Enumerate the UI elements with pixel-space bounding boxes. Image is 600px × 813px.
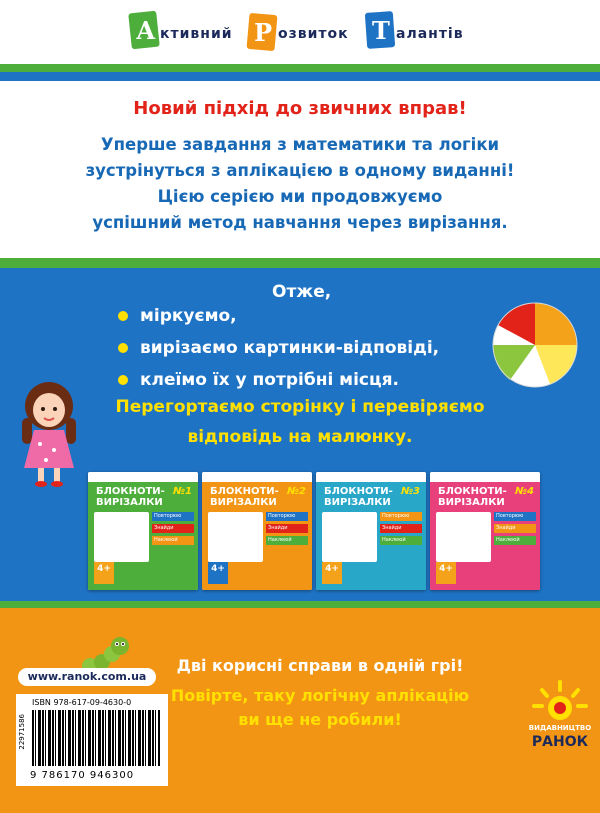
intro-line: зустрінуться з аплікацією в одному виданні! — [85, 161, 515, 180]
logo-word-1: ктивний — [160, 26, 233, 42]
book-body — [316, 482, 426, 590]
book-header — [316, 472, 426, 482]
intro-line: Цією серією ми продовжуємо — [157, 187, 443, 206]
book-tag: Наклеюй — [152, 536, 194, 545]
bullet-item — [118, 332, 439, 364]
book-tag: Знайди — [152, 524, 194, 533]
book-age-badge: 4+ — [322, 562, 342, 584]
intro-line: успішний метод навчання через вирізання. — [92, 213, 508, 232]
header — [0, 0, 600, 64]
book-tags — [494, 512, 536, 548]
book-tag: Повторюю — [152, 512, 194, 521]
book-body — [430, 482, 540, 590]
bullet-text: вирізаємо картинки-відповіді, — [140, 338, 440, 358]
book-header — [202, 472, 312, 482]
top-stripe-green — [0, 64, 600, 72]
book-number: №3 — [401, 486, 420, 497]
book-tag: Знайди — [494, 524, 536, 533]
book-title: БЛОКНОТИ- ВИРІЗАЛКИ — [438, 486, 507, 508]
website-link[interactable]: www.ranok.com.ua — [18, 668, 156, 686]
yellow-line: відповідь на малюнку. — [187, 427, 413, 447]
bullet-dot-icon — [118, 311, 128, 321]
logo-letter-a: А — [136, 16, 156, 45]
yellow-line: Перегортаємо сторінку і перевіряємо — [115, 397, 485, 417]
book-age-badge: 4+ — [436, 562, 456, 584]
logo-word-3: алантів — [396, 26, 464, 42]
publisher-name: РАНОК — [531, 734, 589, 750]
barcode-digits: 9 786170 946300 — [30, 770, 135, 781]
book-tag: Знайди — [380, 524, 422, 533]
series-logo — [130, 12, 470, 56]
footer-line-2: Повірте, таку логічну аплікацію — [170, 686, 470, 705]
book-tag: Повторюю — [494, 512, 536, 521]
book-cover-4 — [430, 472, 540, 590]
book-cover-2 — [202, 472, 312, 590]
book-tags — [152, 512, 194, 548]
isbn-text: ISBN 978-617-09-4630-0 — [32, 698, 132, 707]
mid-stripe-green — [0, 258, 600, 268]
bullet-item — [118, 300, 439, 332]
book-number: №4 — [515, 486, 534, 497]
barcode-area — [16, 694, 168, 786]
sun-logo-icon — [530, 678, 590, 722]
book-picture — [94, 512, 149, 562]
bullet-text: клеїмо їх у потрібні місця. — [140, 370, 399, 390]
footer-line-3: ви ще не робили! — [238, 710, 402, 729]
book-picture — [436, 512, 491, 562]
book-number: №2 — [287, 486, 306, 497]
logo-letter-r: Р — [254, 18, 273, 47]
book-picture — [208, 512, 263, 562]
barcode-side-number: 22971586 — [18, 714, 26, 750]
bullet-list — [118, 300, 439, 396]
book-age-badge: 4+ — [94, 562, 114, 584]
book-tag: Повторюю — [380, 512, 422, 521]
book-age-badge: 4+ — [208, 562, 228, 584]
book-cover-3 — [316, 472, 426, 590]
book-title: БЛОКНОТИ- ВИРІЗАЛКИ — [96, 486, 165, 508]
bullet-dot-icon — [118, 343, 128, 353]
book-tag: Наклеюй — [380, 536, 422, 545]
bullet-dot-icon — [118, 375, 128, 385]
logo-word-2: озвиток — [278, 26, 349, 42]
beach-ball-icon — [490, 300, 580, 390]
book-header — [88, 472, 198, 482]
blue-yellow-text — [0, 392, 600, 452]
book-tag: Знайди — [266, 524, 308, 533]
barcode-bars — [32, 710, 160, 766]
publisher-small: ВИДАВНИЦТВО — [528, 724, 592, 732]
book-tags — [266, 512, 308, 548]
book-title: БЛОКНОТИ- ВИРІЗАЛКИ — [324, 486, 393, 508]
footer-line-1: Дві корисні справи в одній грі! — [176, 656, 464, 675]
book-title: БЛОКНОТИ- ВИРІЗАЛКИ — [210, 486, 279, 508]
book-tag: Наклеюй — [494, 536, 536, 545]
book-body — [202, 482, 312, 590]
book-tag: Повторюю — [266, 512, 308, 521]
bullet-text: міркуємо, — [140, 306, 237, 326]
book-tags — [380, 512, 422, 548]
book-number: №1 — [173, 486, 192, 497]
doll-icon — [14, 378, 84, 488]
book-header — [430, 472, 540, 482]
logo-letter-t: Т — [372, 16, 390, 45]
top-stripe-blue — [0, 72, 600, 81]
intro-line: Уперше завдання з математики та логіки — [100, 135, 500, 154]
book-picture — [322, 512, 377, 562]
blue-lead: Отже, — [272, 282, 332, 302]
intro-text — [0, 132, 600, 236]
book-body — [88, 482, 198, 590]
book-tag: Наклеюй — [266, 536, 308, 545]
book-cover-1 — [88, 472, 198, 590]
intro-headline: Новий підхід до звичних вправ! — [133, 98, 467, 119]
